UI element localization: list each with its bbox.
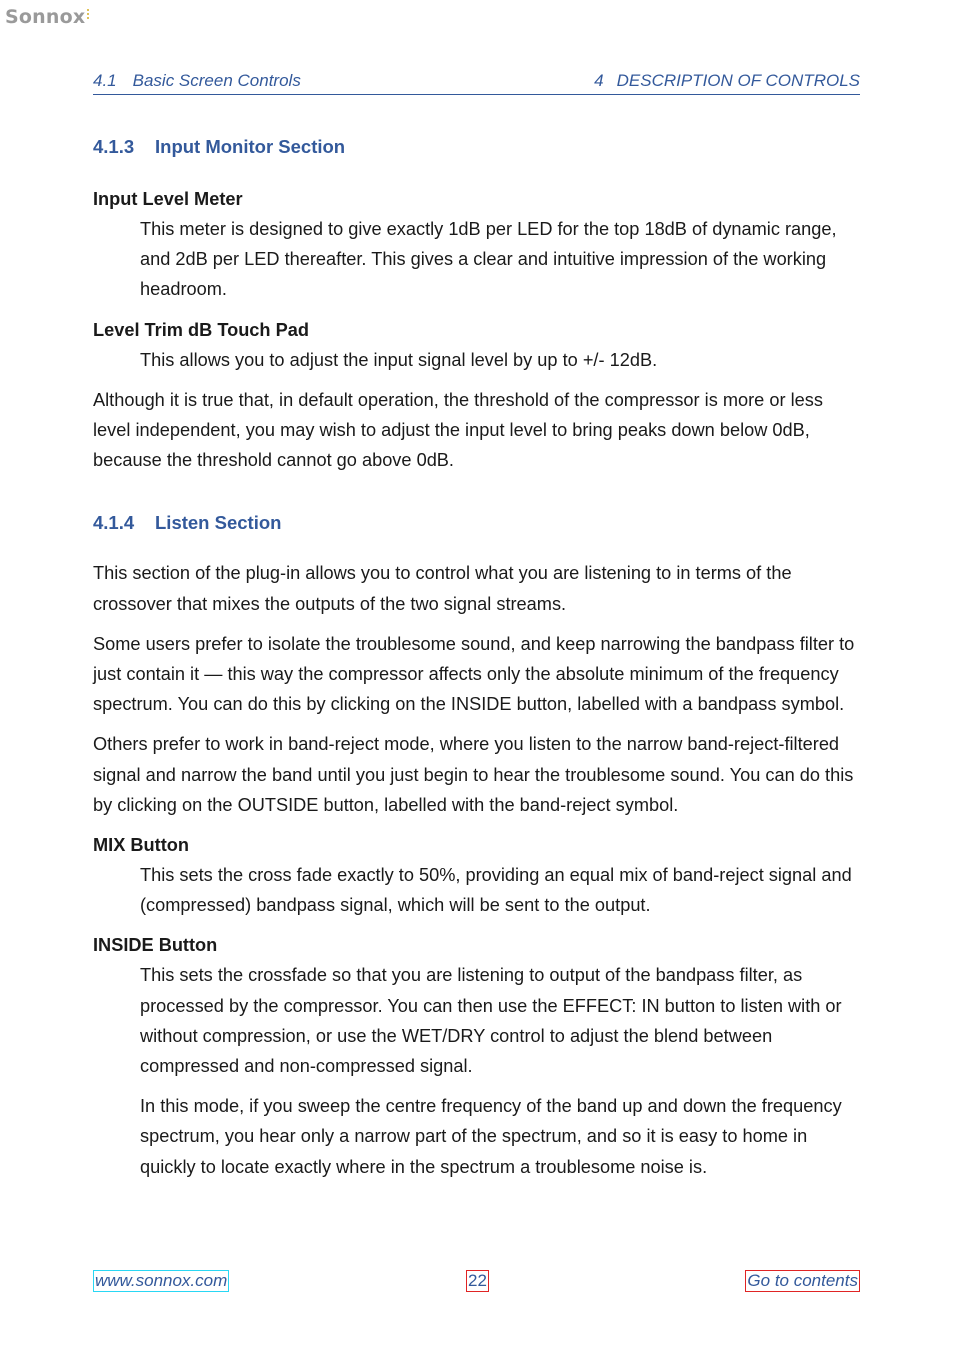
header-section-title: Basic Screen Controls bbox=[132, 71, 301, 90]
paragraph-bandpass: Some users prefer to isolate the troublesome sound, and keep narrowing the bandpass filter to just contain it — this way the compressor affects only the absolute minimum of the frequency spectrum. You can do this by clicking on the INSIDE button, labelled with a bandpass symbol. bbox=[93, 633, 855, 715]
header-chapter-number: 4 bbox=[594, 71, 604, 90]
section-number: 4.1.4 bbox=[93, 512, 135, 534]
go-to-contents-link[interactable]: Go to contents bbox=[747, 1271, 858, 1290]
term-input-level-meter: Input Level Meter bbox=[93, 189, 243, 209]
desc-inside-button-sweep: In this mode, if you sweep the centre frequency of the band up and down the frequency spectrum, you hear only a narrow part of the spectrum, and so it is easy to home in quickly to locate exactly where in the spectrum a troublesome noise is. bbox=[140, 1096, 842, 1177]
logo-text: Sonnox bbox=[5, 6, 86, 28]
header-chapter-title: DESCRIPTION OF CONTROLS bbox=[616, 71, 860, 90]
header-section-number: 4.1 bbox=[93, 71, 117, 90]
paragraph-listen-intro: This section of the plug-in allows you to control what you are listening to in terms of the crossover that mixes the outputs of the two signal streams. bbox=[93, 563, 792, 614]
section-heading-listen bbox=[93, 510, 863, 536]
sonnox-logo bbox=[5, 6, 89, 28]
logo-dots-icon bbox=[87, 9, 89, 19]
section-heading-input-monitor bbox=[93, 134, 863, 160]
desc-level-trim: This allows you to adjust the input signal level by up to +/- 12dB. bbox=[140, 349, 658, 370]
section-title: Listen Section bbox=[155, 512, 282, 534]
page-content bbox=[93, 134, 863, 1182]
desc-inside-button: This sets the crossfade so that you are listening to output of the bandpass filter, as processed by the compressor. You can then use the EFFECT: IN button to listen with or without compression, or use the WET/DRY control to adjust the blend between compressed and non-compressed signal. bbox=[140, 965, 842, 1077]
term-inside-button: INSIDE Button bbox=[93, 935, 218, 956]
header-section-ref bbox=[93, 71, 301, 91]
paragraph-band-reject: Others prefer to work in band-reject mode, where you listen to the narrow band-reject-filtered signal and narrow the band until you just begin to hear the troublesome sound. You can do this by clicking on the OUTSIDE button, labelled with the band-reject symbol. bbox=[93, 734, 854, 815]
term-mix-button: MIX Button bbox=[93, 835, 189, 856]
page-footer bbox=[93, 1270, 860, 1292]
desc-input-level-meter: This meter is designed to give exactly 1dB per LED for the top 18dB of dynamic range, and 2dB per LED thereafter. This gives a clear and intuitive impression of the working headroom. bbox=[140, 219, 837, 300]
page-number-link[interactable]: 22 bbox=[468, 1271, 487, 1290]
section-number: 4.1.3 bbox=[93, 136, 135, 157]
term-level-trim: Level Trim dB Touch Pad bbox=[93, 319, 309, 340]
website-link[interactable]: www.sonnox.com bbox=[95, 1271, 228, 1290]
desc-mix-button: This sets the cross fade exactly to 50%, providing an equal mix of band-reject signal and (compressed) bandpass signal, which will be sent to the output. bbox=[140, 865, 852, 916]
paragraph-threshold-note: Although it is true that, in default operation, the threshold of the compressor is more or less level independent, you may wish to adjust the input level to bring peaks down below 0dB, because the threshold cannot go above 0dB. bbox=[93, 389, 823, 471]
section-title: Input Monitor Section bbox=[155, 136, 346, 157]
running-header bbox=[93, 71, 860, 95]
header-chapter-ref bbox=[594, 71, 860, 91]
